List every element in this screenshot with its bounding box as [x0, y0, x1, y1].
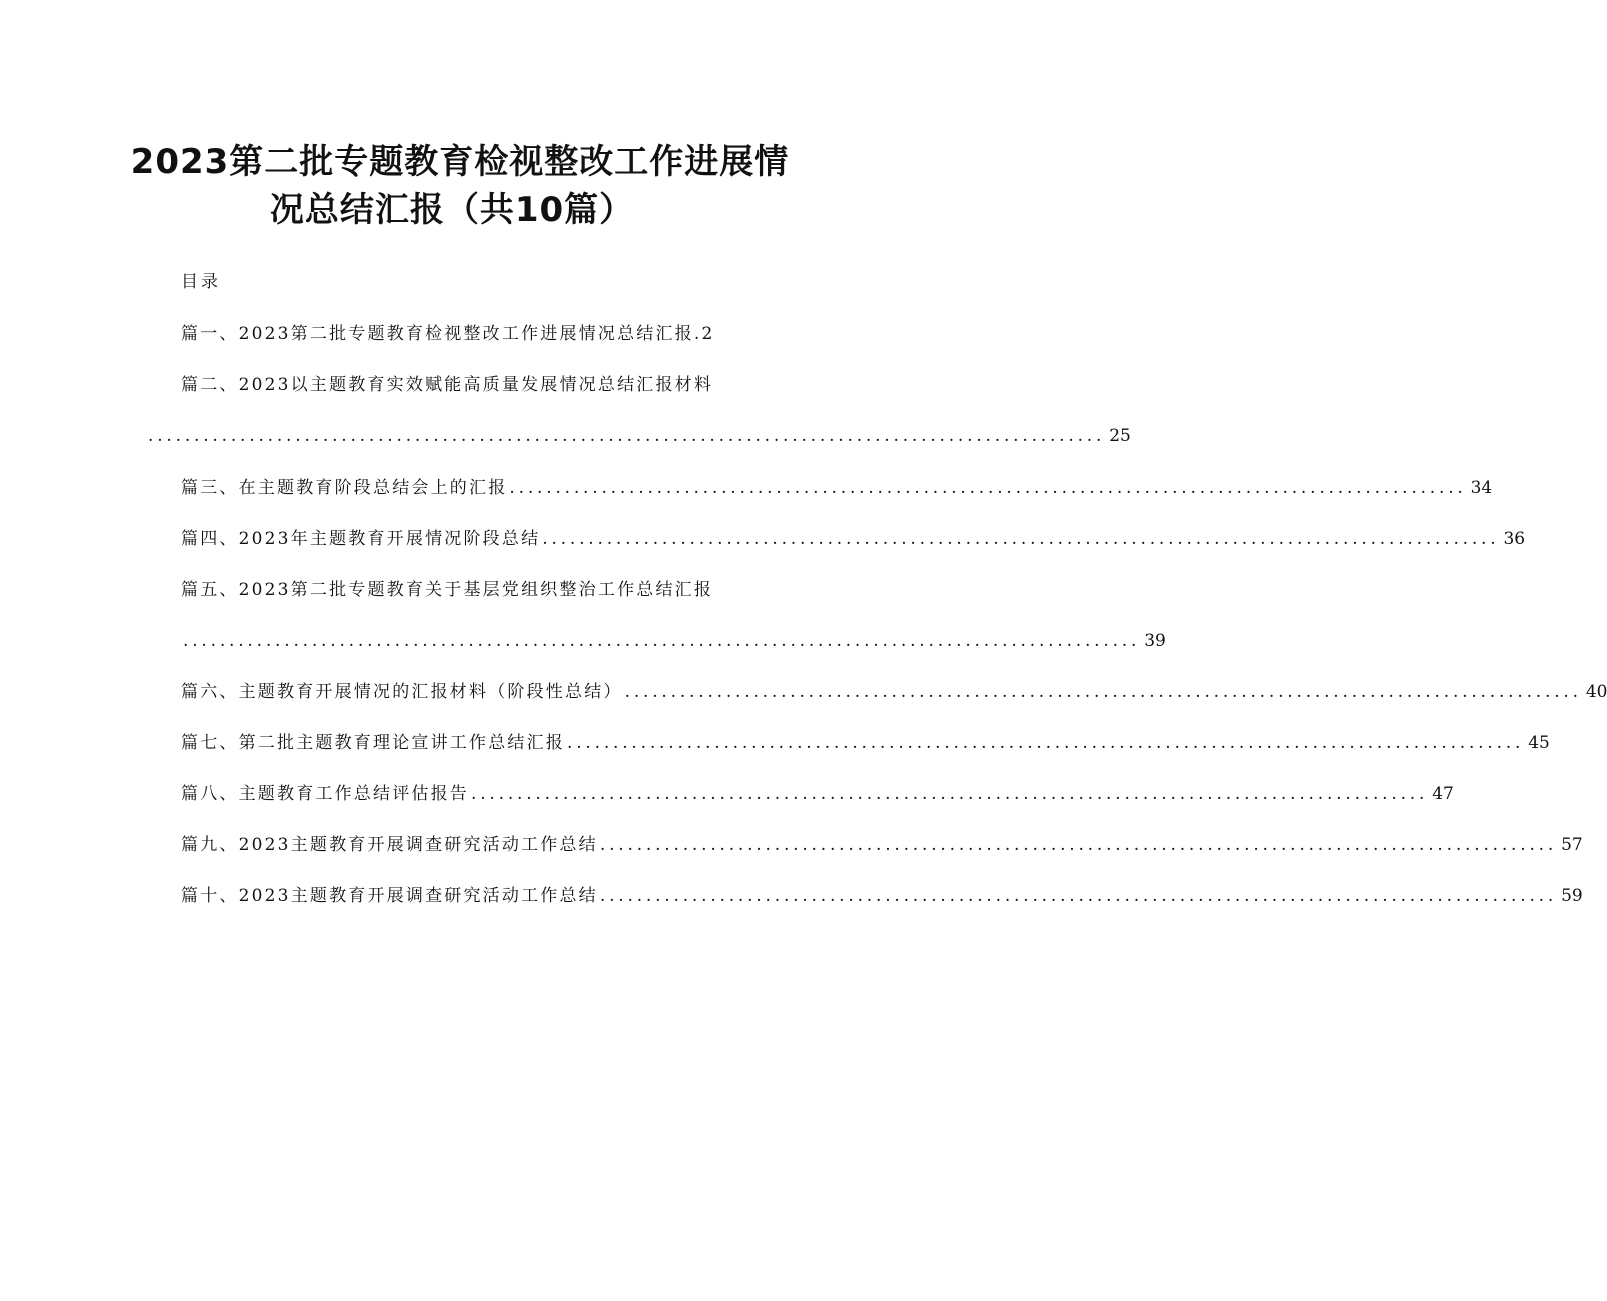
toc-page-number: 40 [1585, 682, 1607, 702]
toc-heading: 目录 [181, 272, 221, 292]
toc-page-number: 57 [1561, 835, 1583, 855]
toc-page-number: 34 [1470, 478, 1493, 498]
toc-entry-3[interactable] [181, 474, 1493, 502]
toc-entry-7[interactable] [181, 729, 1550, 757]
toc-entry-2[interactable] [181, 371, 751, 399]
toc-entry-title: 篇三、在主题教育阶段总结会上的汇报 [181, 478, 508, 498]
toc-page-number: 36 [1503, 529, 1526, 549]
toc-entry-5-leader[interactable] [181, 627, 1166, 655]
toc-entry-8[interactable] [181, 780, 1454, 808]
toc-entry-9[interactable] [181, 831, 1583, 859]
toc-entry-6[interactable] [181, 678, 1607, 706]
toc-entry-title: 篇八、主题教育工作总结评估报告 [181, 784, 469, 804]
toc-leader-dots: ........................................................................................................ [599, 835, 1558, 855]
toc-entry-1[interactable] [181, 320, 751, 348]
toc-leader-dots: ........................................................................................................ [183, 631, 1141, 651]
toc-leader-dots: ........................................................................................................ [542, 529, 1500, 549]
toc-entry-title: 篇五、2023第二批专题教育关于基层党组织整治工作总结汇报 [181, 580, 714, 600]
toc-page-number: 47 [1432, 784, 1454, 804]
toc-page-number: 39 [1144, 631, 1166, 651]
toc-entry-title: 篇九、2023主题教育开展调查研究活动工作总结 [181, 835, 598, 855]
toc-leader-dots: ........................................................................................................ [148, 426, 1106, 446]
document-title-line-1: 2023第二批专题教育检视整改工作进展情 [130, 142, 790, 182]
toc-entry-title: 篇七、第二批主题教育理论宣讲工作总结汇报 [181, 733, 565, 753]
toc-entry-title: 篇六、主题教育开展情况的汇报材料（阶段性总结） [181, 682, 623, 702]
toc-page-number: 45 [1528, 733, 1550, 753]
toc-page-number: 25 [1109, 426, 1131, 446]
toc-page-number: 59 [1561, 886, 1583, 906]
toc-leader-dots: ........................................................................................................ [509, 478, 1467, 498]
document-title-line-2: 况总结汇报（共10篇） [269, 190, 635, 230]
toc-leader-dots: ........................................................................................................ [599, 886, 1558, 906]
toc-leader-dots: ........................................................................................................ [567, 733, 1525, 753]
toc-entry-title: 篇四、2023年主题教育开展情况阶段总结 [181, 529, 541, 549]
toc-entry-title: 篇二、2023以主题教育实效赋能高质量发展情况总结汇报材料 [181, 375, 714, 395]
toc-entry-5[interactable] [181, 576, 751, 604]
toc-entry-title: 篇十、2023主题教育开展调查研究活动工作总结 [181, 886, 598, 906]
toc-leader-dots: ........................................................................................................ [471, 784, 1429, 804]
toc-entry-title: 篇一、2023第二批专题教育检视整改工作进展情况总结汇报.2 [181, 324, 715, 344]
toc-entry-10[interactable] [181, 882, 1583, 910]
toc-leader-dots: ........................................................................................................ [624, 682, 1582, 702]
toc-entry-2-leader[interactable] [146, 422, 1131, 450]
toc-entry-4[interactable] [181, 525, 1526, 553]
